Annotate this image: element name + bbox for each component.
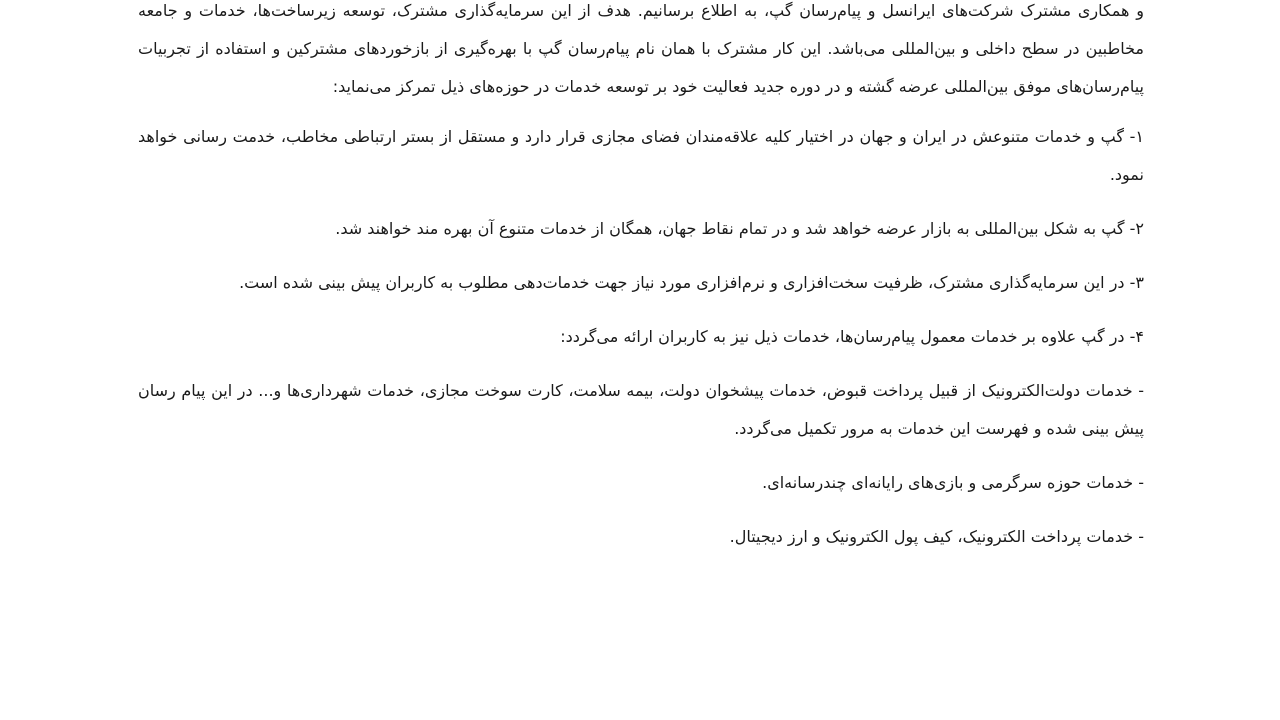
bullet-item-1: - خدمات دولت‌الکترونیک از قبیل پرداخت قبوض، خدمات پیشخوان دولت، بیمه سلامت، کارت سوخت مجازی، خدمات شهرداری‌ها و... در این پیام رسان پیش بینی شده و فهرست این خدمات به مرور تکمیل می‌گردد.: [138, 381, 1144, 438]
bullet-item-3: - خدمات پرداخت الکترونیک، کیف پول الکترونیک و ارز دیجیتال.: [729, 527, 1144, 546]
bullet-item-2: - خدمات حوزه سرگرمی و بازی‌های رایانه‌ای چندرسانه‌ای.: [762, 473, 1144, 492]
intro-paragraph: و همکاری مشترک شرکت‌های ایرانسل و پیام‌رسان گپ، به اطلاع برسانیم. هدف از این سرمایه‌گذاری مشترک، توسعه زیرساخت‌ها، خدمات و جامعه مخاطبین در سطح داخلی و بین‌المللی می‌باشد. این کار مشترک با همان نام پیام‌رسان گپ با بهره‌گیری از بازخوردهای مشترکین و استفاده از تجربیات پیام‌رسان‌های موفق بین‌المللی عرضه گشته و در دوره جدید فعالیت خود بر توسعه خدمات در حوزه‌های ذیل تمرکز می‌نماید:: [138, 1, 1144, 96]
document-body: [138, 0, 1144, 572]
numbered-item-1: ۱- گپ و خدمات متنوعش در ایران و جهان در اختیار کلیه علاقه‌مندان فضای مجازی قرار دارد و مستقل از بستر ارتباطی مخاطب، خدمت رسانی خواهد نمود.: [138, 127, 1144, 184]
numbered-item-3: ۳- در این سرمایه‌گذاری مشترک، ظرفیت سخت‌افزاری و نرم‌افزاری مورد نیاز جهت خدمات‌دهی مطلوب به کاربران پیش بینی شده است.: [239, 273, 1144, 292]
numbered-item-4: ۴- در گپ علاوه بر خدمات معمول پیام‌رسان‌ها، خدمات ذیل نیز به کاربران ارائه می‌گردد:: [560, 327, 1144, 346]
numbered-item-2: ۲- گپ به شکل بین‌المللی به بازار عرضه خواهد شد و در تمام نقاط جهان، همگان از خدمات متنوع آن بهره مند خواهند شد.: [335, 219, 1144, 238]
